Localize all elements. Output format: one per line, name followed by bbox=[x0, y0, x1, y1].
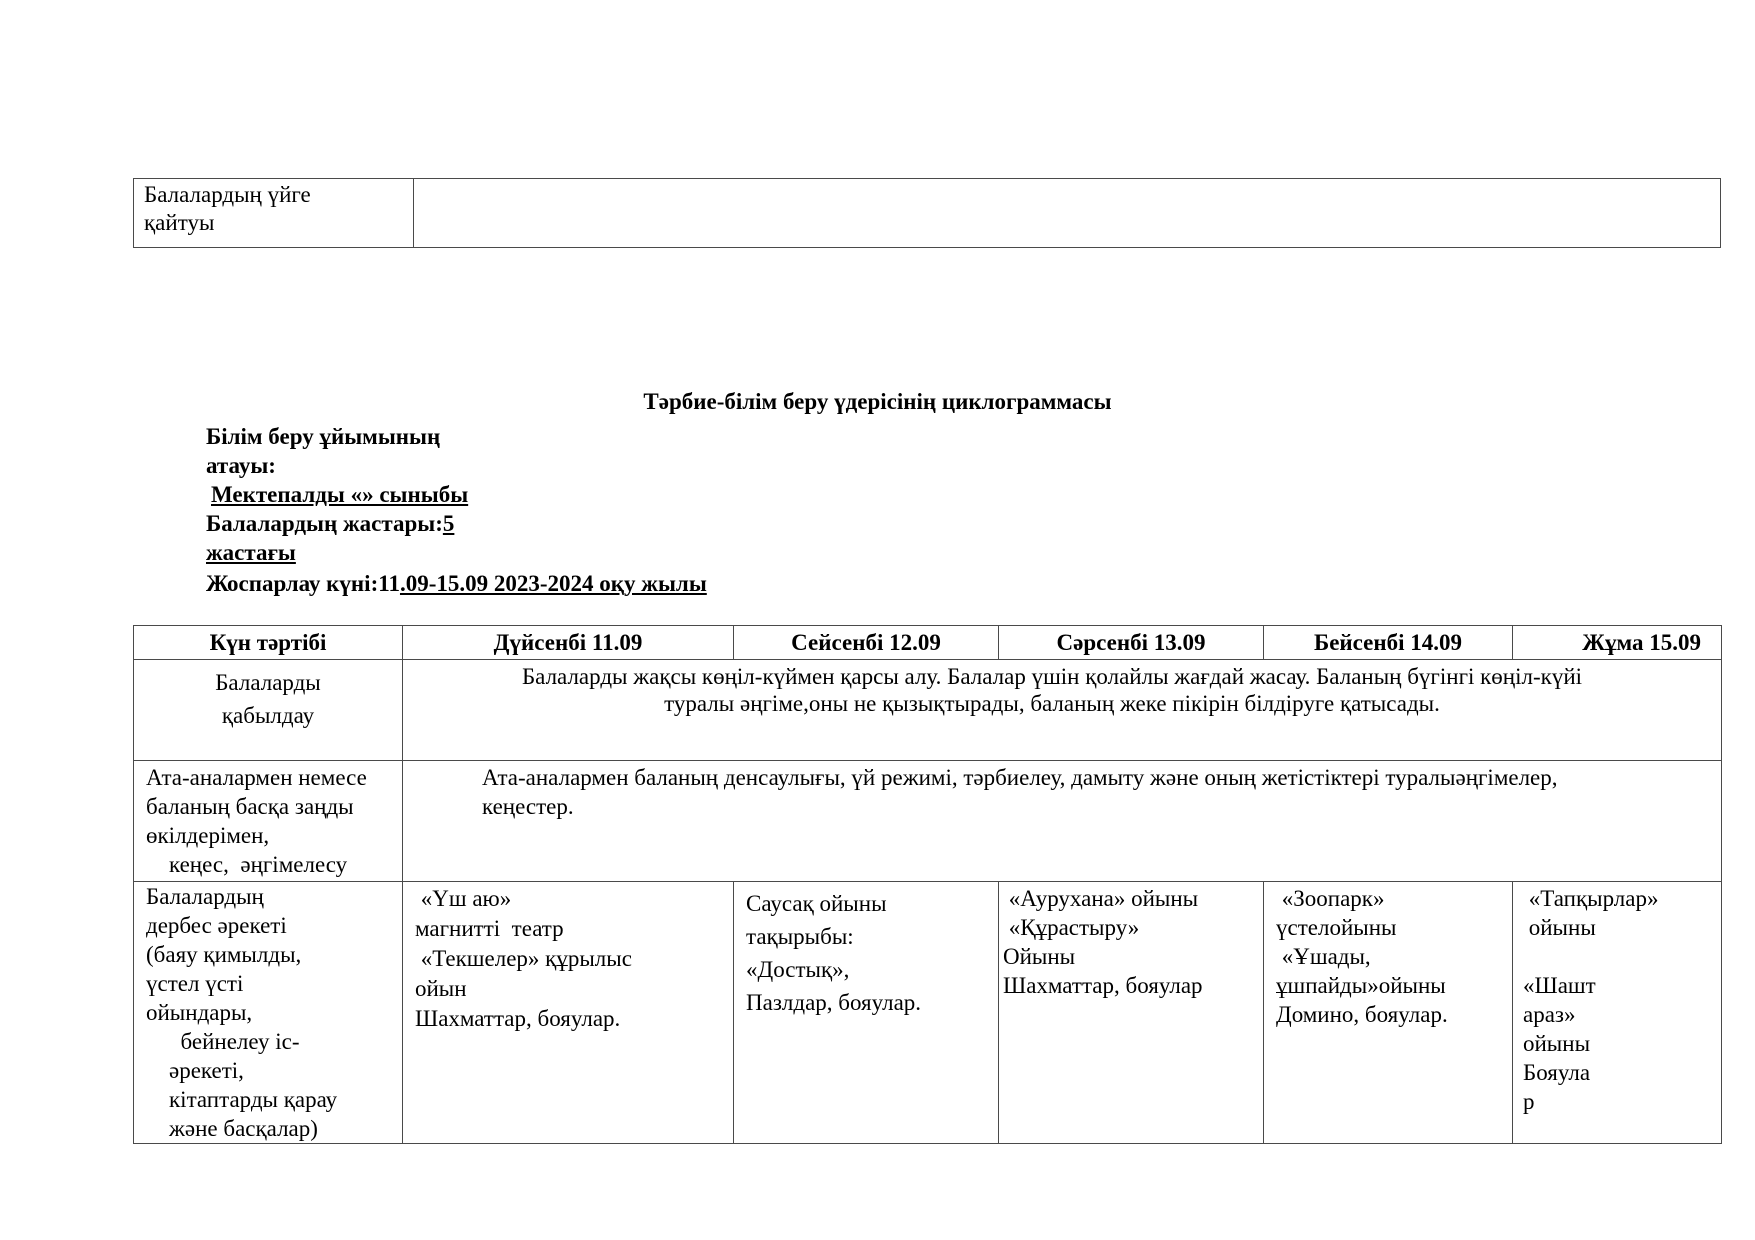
row-content bbox=[414, 179, 1721, 248]
activity-monday: «Үш аю» магнитті театр «Текшелер» құрылыс ойын Шахматтар, бояулар. bbox=[403, 882, 734, 1144]
table-row bbox=[134, 660, 1722, 761]
plan-value: .09-15.09 2023-2024 оқу жылы bbox=[399, 571, 707, 596]
header-cell: Күн тәртібі bbox=[134, 626, 403, 660]
plan-label: Жоспарлау күні:11 bbox=[206, 571, 400, 596]
row-label: Балалардың үйге қайтуы bbox=[134, 179, 414, 248]
age-value: 5 bbox=[442, 511, 455, 536]
activity-friday: «Тапқырлар» ойыны «Шашт араз» ойыны Бояула р bbox=[1513, 882, 1722, 1144]
activity-label: Балалардың дербес әрекеті (баяу қимылды, үстел үсті ойындары, бейнелеу іс- әрекеті, кітаптарды қарау және басқалар) bbox=[134, 882, 403, 1144]
table-row bbox=[134, 179, 1721, 248]
org-label: Білім беру ұйымының атауы: bbox=[206, 424, 441, 478]
header-cell: Сейсенбі 12.09 bbox=[734, 626, 999, 660]
table-header-row bbox=[134, 626, 1722, 660]
activity-thursday: «Зоопарк» үстелойыны «Ұшады, ұшпайды»ойыны Домино, бояулар. bbox=[1264, 882, 1513, 1144]
reception-label: Балаларды қабылдау bbox=[134, 660, 403, 761]
reception-content: Балаларды жақсы көңіл-күймен қарсы алу. Балалар үшін қолайлы жағдай жасау. Баланың бүгінгі көңіл-күйі туралы әңгіме,оны не қызықтырады, баланың жеке пікірін білдіруге қатысады. bbox=[403, 660, 1722, 761]
activity-tuesday: Саусақ ойыны тақырыбы: «Достық», Пазлдар, бояулар. bbox=[734, 882, 999, 1144]
age-label: Балалардың жастары: bbox=[206, 511, 443, 536]
header-cell: Жұма 15.09 bbox=[1513, 626, 1722, 660]
header-cell: Дүйсенбі 11.09 bbox=[403, 626, 734, 660]
table-row bbox=[134, 882, 1722, 1144]
org-value: Мектепалды «» сыныбы bbox=[211, 482, 469, 507]
table-row bbox=[134, 761, 1722, 882]
document-header bbox=[206, 422, 707, 598]
activity-wednesday: «Аурухана» ойыны «Құрастыру» Ойыны Шахматтар, бояулар bbox=[999, 882, 1264, 1144]
document-title: Тәрбие-білім беру үдерісінің циклограммасы bbox=[643, 389, 1112, 414]
parents-content: Ата-аналармен баланың денсаулығы, үй режимі, тәрбиелеу, дамыту және оның жетістіктері туралыәңгімелер, кеңестер. bbox=[403, 761, 1722, 882]
header-cell: Сәрсенбі 13.09 bbox=[999, 626, 1264, 660]
parents-label: Ата-аналармен немесе баланың басқа заңды өкілдерімен, кеңес, әңгімелесу bbox=[134, 761, 403, 882]
schedule-table bbox=[133, 625, 1722, 1144]
departure-table bbox=[133, 178, 1721, 248]
age-value-cont: жастағы bbox=[206, 540, 296, 565]
header-cell: Бейсенбі 14.09 bbox=[1264, 626, 1513, 660]
